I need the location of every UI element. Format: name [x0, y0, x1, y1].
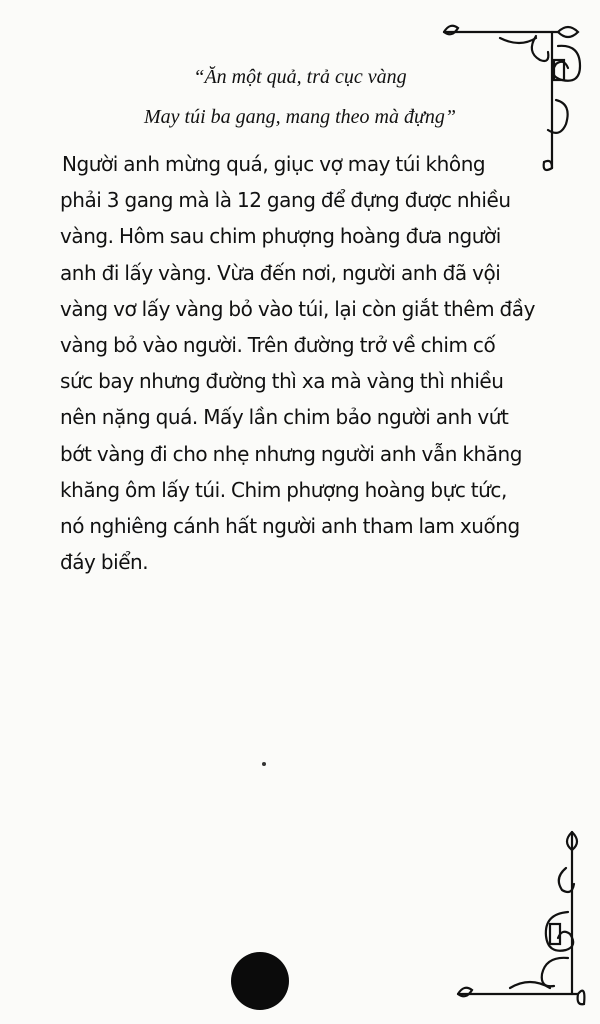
paragraph-line: bớt vàng đi cho nhẹ nhưng người anh vẫn khăng [60, 441, 523, 466]
verse-line-2: May túi ba gang, mang theo mà đựng” [143, 106, 456, 128]
corner-ornament-bottom-icon [450, 828, 590, 1014]
paragraph-line: sức bay nhưng đường thì xa mà vàng thì nhiều [60, 369, 504, 394]
paragraph-line: vàng bỏ vào người. Trên đường trở về chim cố [60, 333, 496, 358]
paragraph-line: vàng vơ lấy vàng bỏ vào túi, lại còn giắt thêm đầy [60, 296, 535, 321]
story-paragraph [62, 146, 540, 580]
paragraph-line: anh đi lấy vàng. Vừa đến nơi, người anh đã vội [60, 260, 501, 285]
page-dot-marker [231, 952, 289, 1010]
paragraph-line: vàng. Hôm sau chim phượng hoàng đưa người [60, 224, 501, 249]
paragraph-line: phải 3 gang mà là 12 gang để đựng được nhiều [60, 188, 511, 213]
paragraph-line: nên nặng quá. Mấy lần chim bảo người anh vứt [60, 405, 509, 430]
print-speck [262, 762, 266, 766]
paragraph-line: khăng ôm lấy túi. Chim phượng hoàng bực tức, [60, 477, 507, 502]
paragraph-line: Người anh mừng quá, giục vợ may túi không [62, 152, 486, 176]
paragraph-line: đáy biển. [60, 550, 149, 575]
verse-line-1: “Ăn một quả, trả cục vàng [193, 66, 407, 88]
paragraph-line: nó nghiêng cánh hất người anh tham lam xuống [60, 514, 520, 539]
